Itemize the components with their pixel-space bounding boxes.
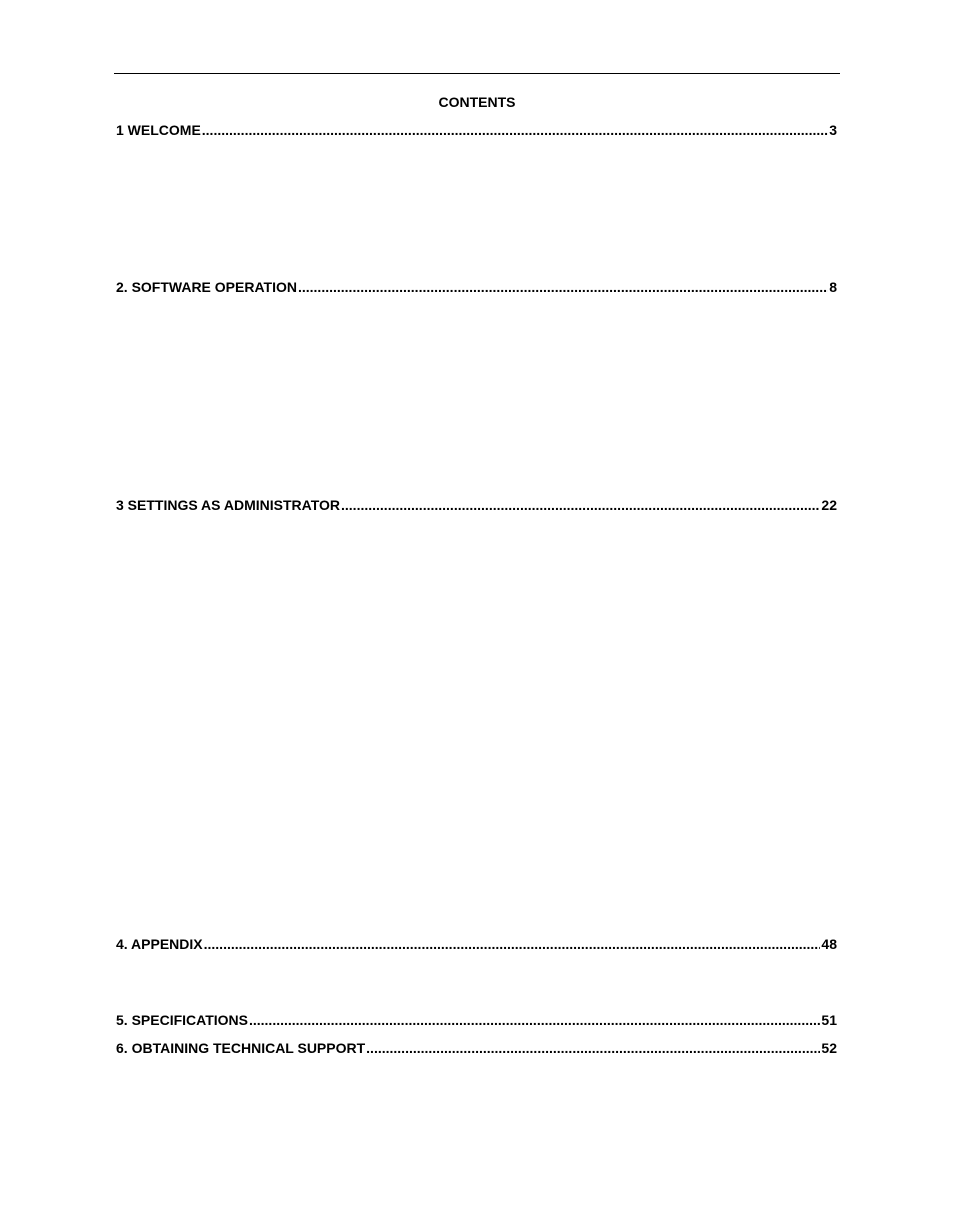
toc-entry-page: 22: [821, 497, 837, 513]
toc-entry-appendix[interactable]: [116, 936, 837, 953]
toc-entry-label: 4. APPENDIX: [116, 936, 203, 952]
toc-entry-software-operation[interactable]: [116, 279, 837, 296]
toc-entry-page: 51: [821, 1012, 837, 1028]
toc-entry-page: 3: [829, 122, 837, 138]
toc-entry-label: 5. SPECIFICATIONS: [116, 1012, 248, 1028]
dot-leader: [298, 279, 828, 296]
toc-entry-page: 52: [821, 1040, 837, 1056]
toc-entry-page: 8: [829, 279, 837, 295]
toc-entry-obtaining-technical-support[interactable]: [116, 1040, 837, 1057]
toc-entry-page: 48: [821, 936, 837, 952]
dot-leader: [204, 936, 821, 953]
toc-entry-label: 1 WELCOME: [116, 122, 201, 138]
dot-leader: [202, 122, 828, 139]
dot-leader: [366, 1040, 820, 1057]
toc-entry-label: 2. SOFTWARE OPERATION: [116, 279, 297, 295]
toc-entry-welcome[interactable]: [116, 122, 837, 139]
header-rule: [114, 73, 840, 74]
dot-leader: [249, 1012, 820, 1029]
toc-entry-label: 6. OBTAINING TECHNICAL SUPPORT: [116, 1040, 366, 1056]
toc-entry-label: 3 SETTINGS AS ADMINISTRATOR: [116, 497, 341, 513]
toc-entry-specifications[interactable]: [116, 1012, 837, 1029]
dot-leader: [341, 497, 820, 514]
toc-entry-settings-as-administrator[interactable]: [116, 497, 837, 514]
page-title: CONTENTS: [438, 94, 516, 110]
